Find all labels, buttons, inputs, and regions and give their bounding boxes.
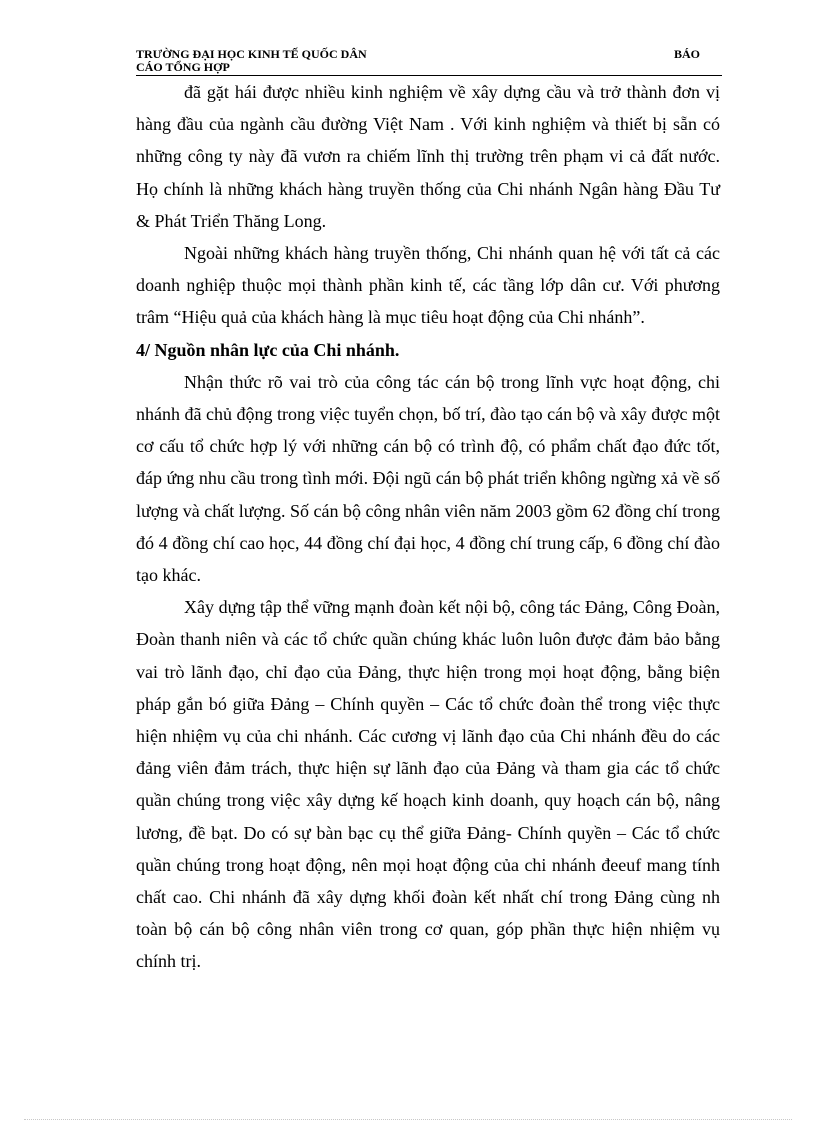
paragraph-2: Ngoài những khách hàng truyền thống, Chi nhánh quan hệ với tất cả các doanh nghiệp thuộc mọi thành phần kinh tế, các tầng lớp dân cư. Với phương trâm “Hiệu quả của khách hàng là mục tiêu hoạt động của Chi nhánh”.: [136, 243, 720, 328]
paragraph-4: Xây dựng tập thể vững mạnh đoàn kết nội bộ, công tác Đảng, Công Đoàn, Đoàn thanh niên và các tổ chức quần chúng khác luôn luôn được đảm bảo bằng vai trò lãnh đạo, chỉ đạo của Đảng, thực hiện trong mọi hoạt động, bằng biện pháp gắn bó giữa Đảng – Chính quyền – Các tổ chức đoàn thể trong việc thực hiện nhiệm vụ của chi nhánh. Các cương vị lãnh đạo của Chi nhánh đều do các đảng viên đảm trách, thực hiện sự lãnh đạo của Đảng và tham gia các tổ chức quần chúng trong việc xây dựng kế hoạch kinh doanh, quy hoạch cán bộ, nâng lương, đề bạt. Do có sự bàn bạc cụ thể giữa Đảng- Chính quyền – Các tổ chức quần chúng trong hoạt động, nên mọi hoạt động của chi nhánh đeeuf mang tính chất cao. Chi nhánh đã xây dựng khối đoàn kết nhất chí trong Đảng cùng nh toàn bộ cán bộ công nhân viên trong cơ quan, góp phần thực hiện nhiệm vụ chính trị.: [136, 597, 720, 972]
header-report-word: BÁO: [673, 47, 700, 61]
page-header: [136, 48, 722, 76]
header-school-name: TRƯỜNG ĐẠI HỌC KINH TẾ QUỐC DÂN: [136, 47, 367, 61]
document-body: [136, 76, 720, 978]
section-heading: 4/ Nguồn nhân lực của Chi nhánh.: [136, 339, 400, 360]
paragraph-1: đã gặt hái được nhiều kinh nghiệm về xây dựng cầu và trở thành đơn vị hàng đầu của ngành cầu đường Việt Nam . Với kinh nghiệm và thiết bị sẵn có những công ty này đã vươn ra chiếm lĩnh thị trường trên phạm vi cả đất nước. Họ chính là những khách hàng truyền thống của Chi nhánh Ngân hàng Đầu Tư & Phát Triển Thăng Long.: [136, 82, 720, 231]
header-report-title: CÁO TỔNG HỢP: [136, 60, 230, 74]
paragraph-3: Nhận thức rõ vai trò của công tác cán bộ trong lĩnh vực hoạt động, chi nhánh đã chủ động trong việc tuyển chọn, bố trí, đào tạo cán bộ và xây được một cơ cấu tổ chức hợp lý với những cán bộ có trình độ, có phẩm chất đạo đức tốt, đáp ứng nhu cầu trong tình mới. Đội ngũ cán bộ phát triển không ngừng xả về số lượng và chất lượng. Số cán bộ công nhân viên năm 2003 gồm 62 đồng chí trong đó 4 đồng chí cao học, 44 đồng chí đại học, 4 đồng chí trung cấp, 6 đồng chí đào tạo khác.: [136, 371, 720, 586]
page-bottom-divider: [24, 1119, 792, 1120]
